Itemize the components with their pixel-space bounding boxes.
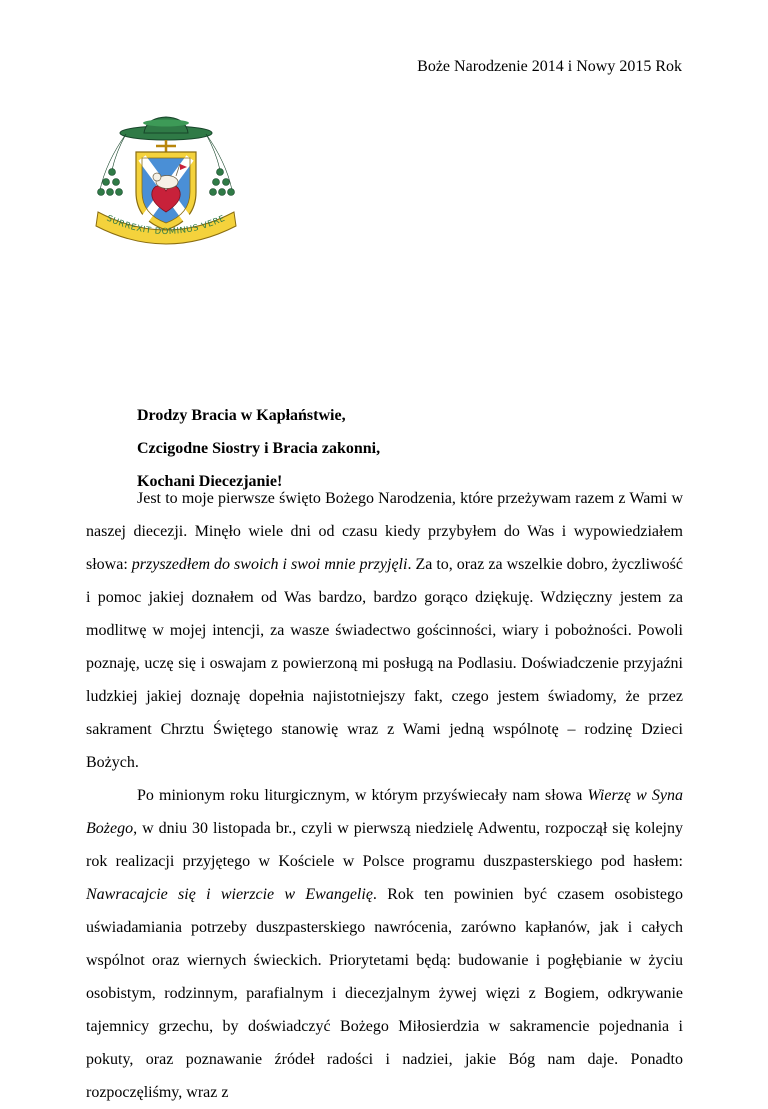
salutation-line: Kochani Diecezjanie! xyxy=(137,473,283,490)
salutation-line: Drodzy Bracia w Kapłaństwie, xyxy=(137,407,346,424)
salutation-line: Czcigodne Siostry i Bracia zakonni, xyxy=(137,440,381,457)
motto-text: SURREXIT DOMINUS VERE xyxy=(104,213,228,238)
italic-quote: Wierzę w Syna Bożego xyxy=(86,787,683,837)
italic-quote: Nawracajcie się i wierzcie w Ewangelię xyxy=(86,886,373,903)
coat-of-arms xyxy=(86,112,246,250)
letter-date: Boże Narodzenie 2014 i Nowy 2015 Rok xyxy=(417,58,682,75)
paragraph-2: Po minionym roku liturgicznym, w którym przyświecały nam słowa Wierzę w Syna Bożego, w dniu 30 listopada br., czyli w pierwszą niedzielę Adwentu, rozpoczął się kolejny rok realizacji przyjętego w Kościele w Polsce programu duszpasterskiego pod hasłem: Nawracajcie się i wierzcie w Ewangelię. Rok ten powinien być czasem osobistego uświadamiania potrzeby duszpasterskiego nawrócenia, zarówno kapłanów, jak i całych wspólnot oraz wiernych świeckich. Priorytetami będą: budowanie i pogłębianie w życiu osobistym, rodzinnym, parafialnym i diecezjalnym żywej więzi z Bogiem, odkrywanie tajemnicy grzechu, by doświadczyć Bożego Miłosierdzia w sakramencie pojednania i pokuty, oraz poznawanie źródeł radości i nadziei, jakie Bóg nam daje. Ponadto rozpoczęliśmy, wraz z xyxy=(86,787,683,1101)
tassels-right xyxy=(206,134,235,196)
paragraph-1: Jest to moje pierwsze święto Bożego Narodzenia, które przeżywam razem z Wami w naszej diecezji. Minęło wiele dni od czasu kiedy przybyłem do Was i wypowiedziałem słowa: przyszedłem do swoich i swoi mnie przyjęli. Za to, oraz za wszelkie dobro, życzliwość i pomoc jakiej doznałem od Was bardzo, bardzo gorąco dziękuję. Wdzięczny jestem za modlitwę w mojej intencji, za wasze świadectwo gościnności, wiary i pobożności. Powoli poznaję, uczę się i oswajam z powierzoną mi posługą na Podlasiu. Doświadczenie przyjaźni ludzkiej jakiej doznaję dopełnia najistotniejszy fakt, czego jestem świadomy, że przez sakrament Chrztu Świętego stanowię wraz z Wami jedną wspólnotę – rodzinę Dzieci Bożych. xyxy=(86,490,683,771)
tassels-left xyxy=(98,134,127,196)
italic-quote: przyszedłem do swoich i swoi mnie przyjęli xyxy=(131,556,408,573)
letter-body xyxy=(86,482,683,1109)
galero-hat-icon xyxy=(120,117,212,140)
